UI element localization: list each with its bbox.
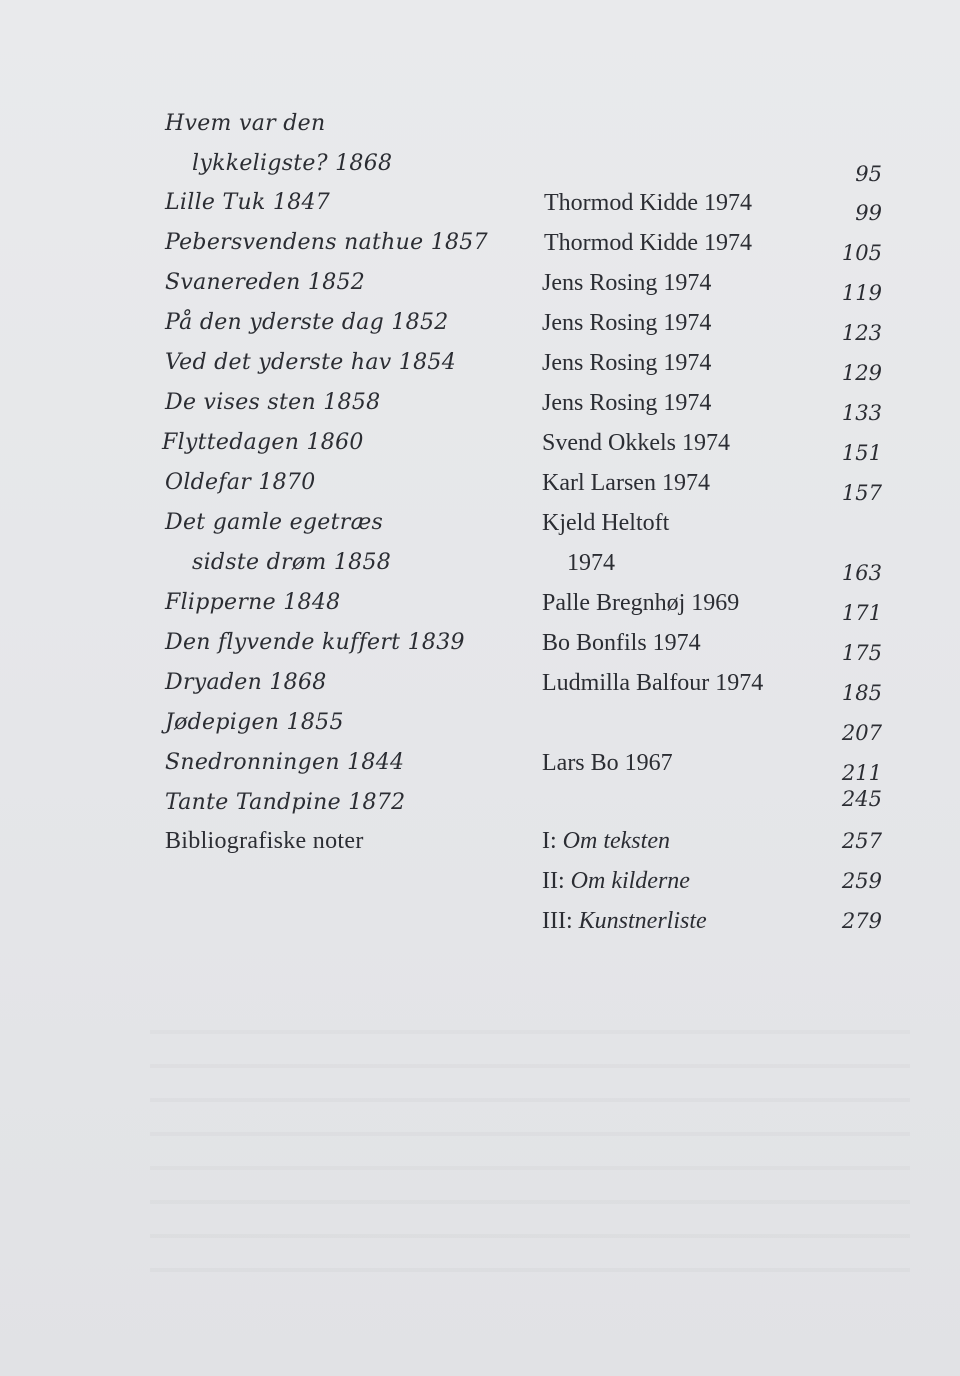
toc-row — [0, 383, 960, 423]
toc-row — [0, 503, 960, 543]
story-title: Lille Tuk 1847 — [165, 190, 331, 215]
toc-row — [0, 303, 960, 343]
story-title: Oldefar 1870 — [165, 470, 316, 495]
story-title: Tante Tandpine 1872 — [165, 790, 406, 815]
appendix-entry — [542, 861, 690, 901]
story-title: Den flyvende kuffert 1839 — [165, 630, 465, 655]
page-number: 171 — [841, 601, 882, 625]
illustrator: Svend Okkels 1974 — [542, 430, 730, 456]
story-title: Dryaden 1868 — [165, 670, 327, 695]
illustrator: Thormod Kidde 1974 — [544, 230, 752, 256]
toc-row — [0, 623, 960, 663]
story-title: Svanereden 1852 — [165, 270, 366, 295]
story-title: De vises sten 1858 — [165, 390, 381, 415]
story-title: Flipperne 1848 — [165, 590, 341, 615]
story-title: sidste drøm 1858 — [192, 550, 392, 575]
illustrator: 1974 — [567, 550, 615, 576]
illustrator: Jens Rosing 1974 — [542, 270, 712, 296]
page-number: 211 — [841, 761, 882, 785]
toc-row — [0, 463, 960, 503]
toc-row — [0, 861, 960, 901]
toc-row — [0, 263, 960, 303]
story-title: lykkeligste? 1868 — [192, 151, 393, 176]
toc-row — [0, 144, 960, 184]
appendix-label: I: — [542, 828, 557, 854]
story-title: Ved det yderste hav 1854 — [165, 350, 456, 375]
page-number: 279 — [841, 909, 882, 933]
toc-row — [0, 783, 960, 823]
page-number: 175 — [841, 641, 882, 665]
page-number: 245 — [841, 787, 882, 811]
page-number: 123 — [841, 321, 882, 345]
page-number: 133 — [841, 401, 882, 425]
toc-row — [0, 821, 960, 861]
illustrator: Karl Larsen 1974 — [542, 470, 710, 496]
toc-row — [0, 901, 960, 941]
appendix-title: Om kilderne — [570, 868, 690, 894]
page-number: 259 — [841, 869, 882, 893]
story-title: På den yderste dag 1852 — [165, 310, 449, 335]
illustrator: Thormod Kidde 1974 — [544, 190, 752, 216]
appendix-entry — [542, 821, 670, 861]
page-number: 157 — [841, 481, 882, 505]
toc-row — [0, 223, 960, 263]
toc-row — [0, 663, 960, 703]
illustrator: Bo Bonfils 1974 — [542, 630, 701, 656]
page-number: 99 — [855, 201, 882, 225]
toc-row — [0, 343, 960, 383]
illustrator: Lars Bo 1967 — [542, 750, 673, 776]
page-number: 129 — [841, 361, 882, 385]
appendix-label: III: — [542, 908, 573, 934]
illustrator: Ludmilla Balfour 1974 — [542, 670, 764, 696]
story-title: Pebersvendens nathue 1857 — [165, 230, 488, 255]
page-number: 185 — [841, 681, 882, 705]
toc-row — [0, 583, 960, 623]
story-title: Flyttedagen 1860 — [162, 430, 364, 455]
appendix-title: Om teksten — [562, 828, 670, 854]
page-number: 105 — [841, 241, 882, 265]
illustrator: Palle Bregnhøj 1969 — [542, 590, 740, 616]
page-number: 257 — [841, 829, 882, 853]
story-title: Snedronningen 1844 — [165, 750, 405, 775]
illustrator: Jens Rosing 1974 — [542, 390, 712, 416]
appendix-label: II: — [542, 868, 565, 894]
illustrator: Jens Rosing 1974 — [542, 310, 712, 336]
story-title: Det gamle egetræs — [165, 510, 384, 535]
toc-row — [0, 703, 960, 743]
section-title: Bibliografiske noter — [165, 828, 364, 854]
page-number: 119 — [841, 281, 882, 305]
illustrator: Kjeld Heltoft — [542, 510, 670, 536]
illustrator: Jens Rosing 1974 — [542, 350, 712, 376]
story-title: Jødepigen 1855 — [165, 710, 344, 735]
page-number: 95 — [855, 162, 882, 186]
page-number: 151 — [841, 441, 882, 465]
toc-row — [0, 104, 960, 144]
toc-row — [0, 743, 960, 783]
page-number: 207 — [841, 721, 882, 745]
page-number: 163 — [841, 561, 882, 585]
toc-row — [0, 183, 960, 223]
toc-row — [0, 423, 960, 463]
bleed-through-text — [150, 1000, 910, 1300]
toc-row — [0, 543, 960, 583]
story-title: Hvem var den — [165, 111, 326, 136]
appendix-entry — [542, 901, 707, 941]
appendix-title: Kunstnerliste — [578, 908, 707, 934]
